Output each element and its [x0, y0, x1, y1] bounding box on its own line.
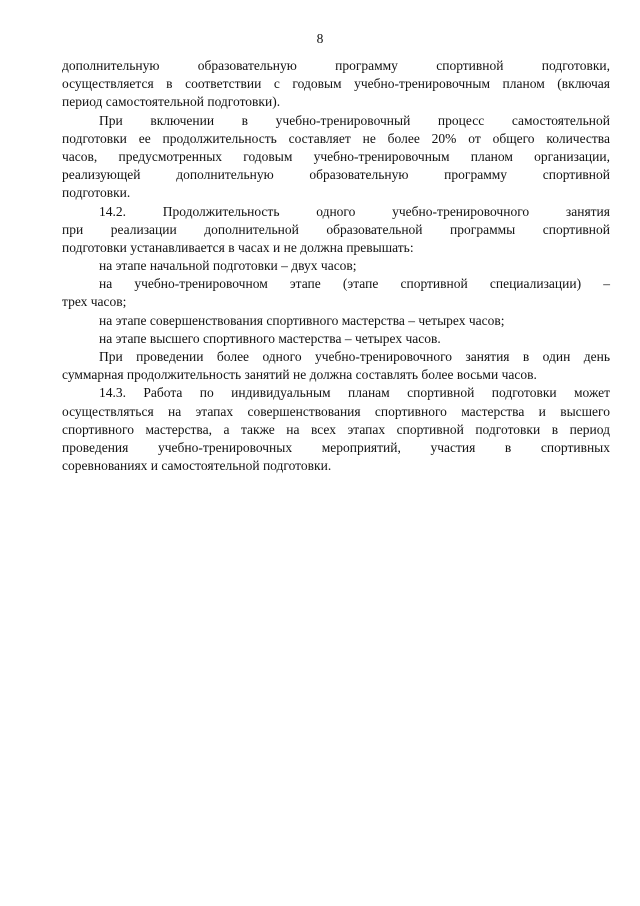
text-line: подготовки устанавливается в часах и не должна превышать:	[62, 239, 414, 255]
text-line: подготовки ее продолжительность составляет не более 20% от общего количества	[62, 130, 610, 146]
text-line: При проведении более одного учебно-тренировочного занятия в один день	[99, 349, 610, 364]
text-line: на учебно-тренировочном этапе (этапе спортивной специализации) –	[99, 276, 610, 292]
text-line: 14.3. Работа по индивидуальным планам спортивной подготовки может	[99, 385, 610, 401]
text-line: спортивного мастерства, а также на всех этапах спортивной подготовки в период	[62, 421, 610, 437]
text-line: трех часов;	[62, 294, 127, 310]
text-line: реализующей дополнительную образовательную программу спортивной	[62, 167, 610, 183]
text-line: на этапе высшего спортивного мастерства – четырех часов.	[99, 330, 441, 346]
text-line: проведения учебно-тренировочных мероприятий, участия в спортивных	[62, 439, 610, 455]
text-line: осуществляться на этапах совершенствования спортивного мастерства и высшего	[62, 403, 610, 419]
document-body	[62, 57, 610, 475]
text-line: подготовки.	[62, 185, 131, 201]
text-line: при реализации дополнительной образовательной программы спортивной	[62, 221, 610, 237]
text-line: на этапе совершенствования спортивного мастерства – четырех часов;	[99, 312, 505, 328]
text-line: период самостоятельной подготовки).	[62, 94, 281, 110]
text-line: 14.2. Продолжительность одного учебно-тренировочного занятия	[99, 203, 610, 219]
text-line: дополнительную образовательную программу спортивной подготовки,	[62, 58, 610, 73]
text-line: При включении в учебно-тренировочный процесс самостоятельной	[99, 112, 610, 128]
text-line: часов, предусмотренных годовым учебно-тренировочным планом организации,	[62, 148, 610, 164]
page-number: 8	[316, 31, 324, 46]
text-line: суммарная продолжительность занятий не должна составлять более восьми часов.	[62, 367, 537, 383]
text-line: осуществляется в соответствии с годовым учебно-тренировочным планом (включая	[62, 76, 610, 92]
text-line: соревнованиях и самостоятельной подготовки.	[62, 458, 332, 474]
text-line: на этапе начальной подготовки – двух часов;	[99, 258, 357, 274]
